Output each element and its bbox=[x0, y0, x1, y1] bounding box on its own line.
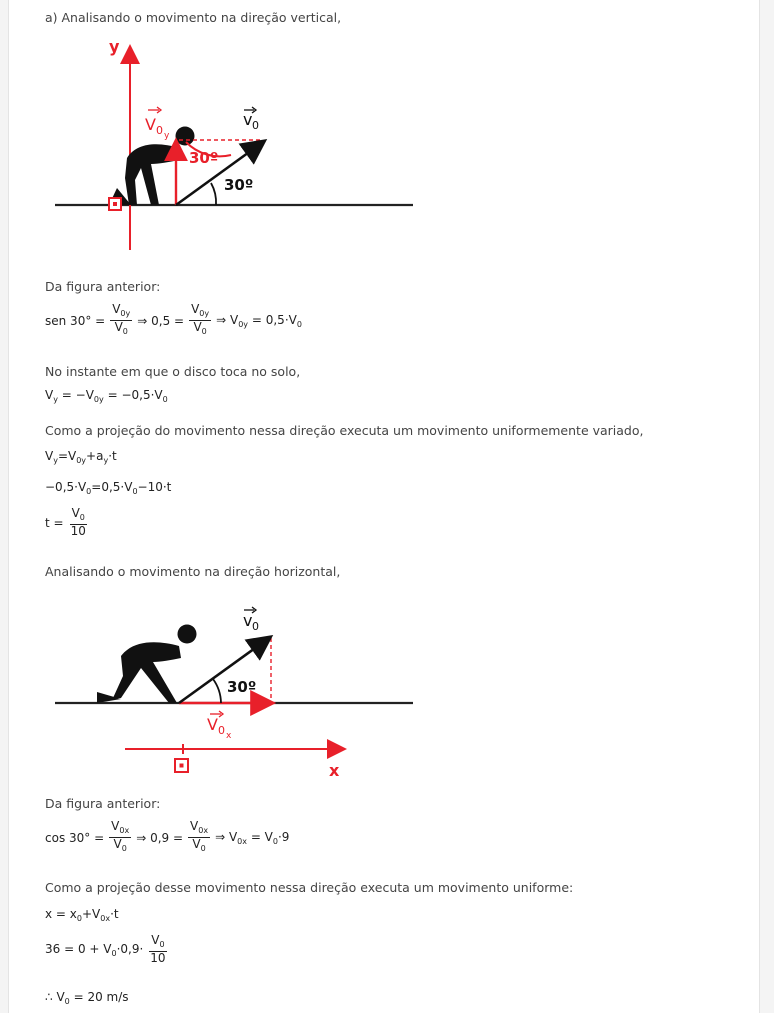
svg-text:y: y bbox=[164, 131, 170, 141]
svg-text:v: v bbox=[243, 110, 253, 129]
angle-label: 30º bbox=[227, 678, 257, 696]
equation-t: t = $\frac{V_0}{10}$ bbox=[45, 506, 86, 538]
impact-text: No instante em que o disco toca no solo, bbox=[45, 364, 301, 379]
page-sheet bbox=[8, 0, 760, 1013]
y-axis-label: y bbox=[109, 37, 120, 56]
uv-text: Como a projeção do movimento nessa direção executa um movimento uniformemente variado, bbox=[45, 423, 644, 438]
equation-x: $x = x_0+V_{0x}\cdot t$ bbox=[45, 907, 119, 923]
figure-horizontal bbox=[9, 598, 429, 788]
svg-text:0: 0 bbox=[156, 124, 163, 137]
svg-text:v: v bbox=[243, 611, 253, 630]
v0-label bbox=[243, 107, 259, 132]
svg-text:0: 0 bbox=[252, 119, 259, 132]
v0-label bbox=[243, 607, 259, 633]
svg-text:0: 0 bbox=[252, 620, 259, 633]
angle-arc-bottom bbox=[211, 183, 216, 205]
svg-text:V: V bbox=[207, 715, 218, 734]
equation-vy: $V_y = -V_{0y} = -0,5\cdot V_0$ bbox=[45, 388, 168, 404]
part-a-title: a) Analisando o movimento na direção vertical, bbox=[45, 10, 342, 25]
mu-text: Como a projeção desse movimento nessa direção executa um movimento uniforme: bbox=[45, 880, 574, 895]
v0y-label bbox=[145, 107, 170, 141]
svg-text:V: V bbox=[145, 115, 156, 134]
equation-36: $36 = 0 + V_0\cdot 0,9\cdot$ $\frac{V_0}{10}$ bbox=[45, 933, 166, 965]
equation-sin: sen 30° = $\frac{V_{0y}}{V_0}$ ⇒ 0,5 = $\frac{V_{0y}}{V_0}$ ⇒ $V_{0y} = 0,5\cdot V_0$ bbox=[45, 302, 302, 336]
equation-vy-uv: $V_y=V_{0y}+a_y\cdot t$ bbox=[45, 449, 117, 465]
fig-intro-1: Da figura anterior: bbox=[45, 279, 161, 294]
x-axis-label: x bbox=[329, 761, 340, 780]
athlete-silhouette bbox=[109, 127, 195, 206]
figure-vertical bbox=[9, 30, 429, 260]
svg-text:x: x bbox=[226, 731, 232, 741]
svg-text:0: 0 bbox=[218, 724, 225, 737]
athlete-silhouette bbox=[97, 625, 197, 704]
angle-top-label: 30º bbox=[189, 149, 219, 167]
v0x-label bbox=[207, 711, 232, 741]
angle-arc bbox=[213, 679, 221, 703]
equation-result: ∴ $V_0 = 20$ m/s bbox=[45, 990, 129, 1006]
equation-time: $-0,5\cdot V_0=0,5\cdot V_0-10\cdot t$ bbox=[45, 480, 172, 496]
horiz-title: Analisando o movimento na direção horizontal, bbox=[45, 564, 341, 579]
equation-cos: cos 30° = $\frac{V_{0x}}{V_0}$ ⇒ 0,9 = $\frac{V_{0x}}{V_0}$ ⇒ $V_{0x} = V_0\cdot 9$ bbox=[45, 819, 290, 853]
fig-intro-2: Da figura anterior: bbox=[45, 796, 161, 811]
angle-bottom-label: 30º bbox=[224, 176, 254, 194]
